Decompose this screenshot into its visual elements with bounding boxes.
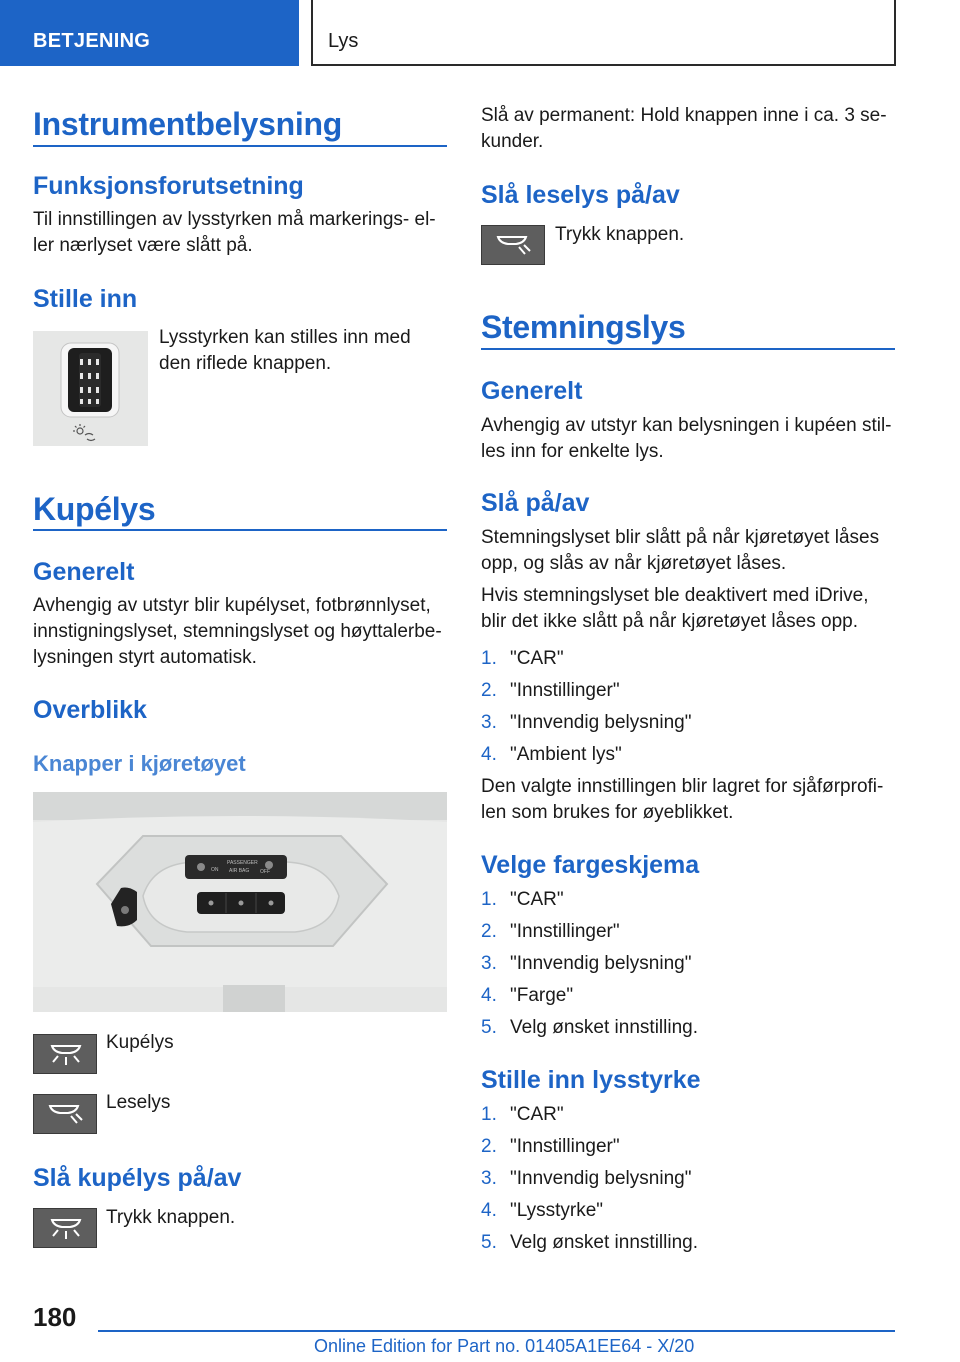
paragraph-stille-1: Lysstyrken kan stilles inn med [159,327,411,348]
heading-sla-leselys: Slå leselys på/av [481,181,680,209]
paragraph-slapa1-1: Stemningslyset blir slått på når kjøretøyet låses [481,527,880,548]
light-dimmer-knob-icon [33,331,148,446]
chapter-title: Lys [328,30,359,52]
footer-rule [98,1330,895,1332]
heading-funksjonsforutsetning: Funksjonsforutsetning [33,172,304,200]
paragraph-sla-leselys: Trykk knappen. [555,224,685,245]
reading-light-icon [33,1094,97,1134]
paragraph-profil-2: len som brukes for øyeblikket. [481,802,734,823]
heading-overblikk: Overblikk [33,696,147,724]
legend-kupelys: Kupélys [106,1032,174,1053]
paragraph-stille-2: den riflede knappen. [159,353,332,374]
heading-velge-fargeskjema: Velge fargeskjema [481,851,700,879]
heading-stille-inn-lysstyrke: Stille inn lysstyrke [481,1066,701,1094]
paragraph-permanent-1: Slå av permanent: Hold knappen inne i ca. 3 se- [481,105,887,126]
paragraph-slapa2-2: blir det ikke slått på når kjøretøyet låses opp. [481,611,858,632]
footer-edition: Online Edition for Part no. 01405A1EE64 - X/20 [314,1336,695,1356]
overhead-console-image [33,792,447,1012]
page-number: 180 [33,1302,77,1332]
paragraph-generelt-2: les inn for enkelte lys. [481,441,664,462]
label-passenger: PASSENGER [227,860,258,866]
label-off: OFF [260,869,270,875]
paragraph-generelt-2: innstigningslyset, stemningslyset og høyttalerbe- [33,621,442,642]
paragraph-generelt-1: Avhengig av utstyr blir kupélyset, fotbrønnlyset, [33,595,431,616]
heading-instrumentbelysning: Instrumentbelysning [33,106,343,142]
reading-light-icon [481,225,545,265]
heading-generelt: Generelt [33,558,135,586]
heading-stille-inn: Stille inn [33,285,138,313]
label-on: ON [211,867,219,873]
label-airbag: AIR BAG [229,868,250,874]
paragraph-slapa2-1: Hvis stemningslyset ble deaktivert med iDrive, [481,585,869,606]
heading-sla-kupelys: Slå kupélys på/av [33,1164,242,1192]
section-title: BETJENING [33,30,151,52]
paragraph-funksjon-1: Til innstillingen av lysstyrken må markerings- el- [33,209,436,230]
paragraph-sla-kupelys: Trykk knappen. [106,1207,236,1228]
paragraph-generelt-1: Avhengig av utstyr kan belysningen i kupéen stil- [481,415,892,436]
legend-leselys: Leselys [106,1092,171,1113]
chapter-tab [311,0,896,66]
heading-generelt: Generelt [481,377,583,405]
heading-stemningslys: Stemningslys [481,309,686,345]
interior-light-icon [33,1034,97,1074]
paragraph-permanent-2: kunder. [481,131,544,152]
paragraph-slapa1-2: opp, og slås av når kjøretøyet låses. [481,553,787,574]
heading-rule [481,348,895,350]
heading-rule [33,145,447,147]
heading-knapper-i-kjoretoyet: Knapper i kjøretøyet [33,751,246,776]
section-tab [0,0,299,66]
paragraph-generelt-3: lysningen styrt automatisk. [33,647,257,668]
paragraph-funksjon-2: ler nærlyset være slått på. [33,235,253,256]
heading-rule [33,529,447,531]
interior-light-icon [33,1208,97,1248]
heading-sla-pa-av: Slå på/av [481,489,590,517]
heading-kupelys: Kupélys [33,491,156,527]
paragraph-profil-1: Den valgte innstillingen blir lagret for sjåførprofi- [481,776,884,797]
